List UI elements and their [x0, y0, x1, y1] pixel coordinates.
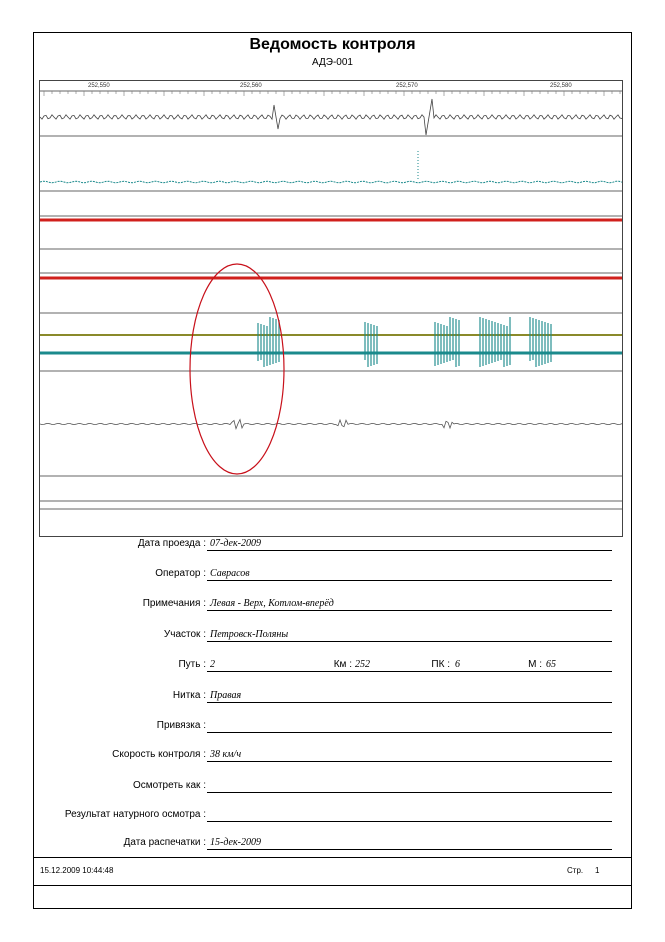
operator-value: Саврасов [210, 568, 250, 579]
defectogram-chart [39, 80, 623, 537]
field-location [0, 659, 665, 673]
pk-label: ПК : [431, 659, 450, 670]
field-rail [0, 690, 665, 704]
field-print-date [0, 837, 665, 851]
defectogram-svg [40, 81, 623, 537]
signal-trace-teal [40, 181, 622, 183]
date-label: Дата проезда : [137, 538, 206, 549]
operator-underline [207, 580, 612, 581]
report-subtitle: АДЭ-001 [312, 57, 353, 68]
field-binding [0, 720, 665, 734]
section-label: Участок : [163, 629, 206, 640]
tick-label: 252,570 [396, 83, 418, 89]
rail-label: Нитка : [172, 690, 206, 701]
m-label: М : [528, 659, 542, 670]
track-label: Путь : [178, 659, 206, 670]
notes-underline [207, 610, 612, 611]
footer-divider-top [33, 857, 632, 858]
field-speed [0, 749, 665, 763]
m-value: 65 [546, 659, 556, 670]
field-section [0, 629, 665, 643]
tick-label: 252,580 [550, 83, 572, 89]
print-date-underline [207, 849, 612, 850]
pk-value: 6 [455, 659, 460, 670]
speed-value: 38 км/ч [210, 749, 242, 760]
inspect-underline [207, 792, 612, 793]
signal-trace-top [40, 99, 623, 135]
track-value: 2 [210, 659, 215, 670]
speed-underline [207, 761, 612, 762]
binding-label: Привязка : [156, 720, 206, 731]
rail-underline [207, 702, 612, 703]
rail-value: Правая [210, 690, 242, 701]
field-result [0, 809, 665, 823]
signal-trace-lower [40, 420, 623, 429]
highlight-ellipse [190, 264, 284, 474]
result-underline [207, 821, 612, 822]
field-operator [0, 568, 665, 582]
notes-value: Левая - Верх, Котлом-вперёд [210, 598, 334, 609]
footer-page-number: 1 [595, 866, 600, 875]
field-inspect [0, 780, 665, 794]
footer-page-label: Стр. [567, 866, 584, 875]
print-date-label: Дата распечатки : [123, 837, 206, 848]
section-value: Петровск-Поляны [210, 629, 289, 640]
km-value: 252 [355, 659, 370, 670]
location-underline [207, 671, 612, 672]
date-underline [207, 550, 612, 551]
km-label: Км : [333, 659, 352, 670]
date-value: 07-дек-2009 [210, 538, 261, 549]
report-title: Ведомость контроля [249, 36, 416, 53]
binding-underline [207, 732, 612, 733]
footer-divider-bottom [33, 885, 632, 886]
speed-label: Скорость контроля : [112, 749, 206, 760]
print-date-value: 15-дек-2009 [210, 837, 261, 848]
tick-label: 252,560 [240, 83, 262, 89]
section-underline [207, 641, 612, 642]
field-date [0, 538, 665, 552]
result-label: Результат натурного осмотра : [64, 809, 206, 820]
footer-timestamp: 15.12.2009 10:44:48 [40, 866, 114, 875]
field-notes [0, 598, 665, 612]
tick-label: 252,550 [88, 83, 110, 89]
operator-label: Оператор : [155, 568, 206, 579]
notes-label: Примечания : [142, 598, 206, 609]
inspect-label: Осмотреть как : [132, 780, 206, 791]
